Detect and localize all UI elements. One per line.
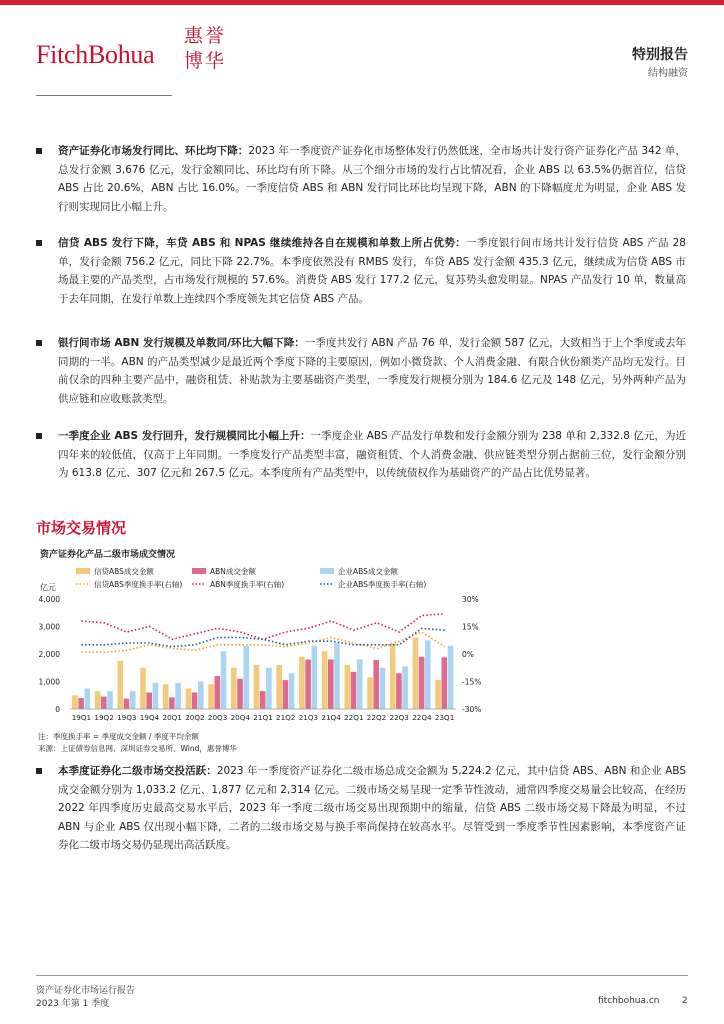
- x-tick-label: 21Q2: [276, 713, 296, 722]
- legend-label: 信贷ABS成交金额: [94, 567, 154, 576]
- y2-tick-label: -15%: [462, 677, 482, 687]
- bar-2: [198, 682, 204, 710]
- legend-label: 企业ABS成交金额: [338, 567, 398, 576]
- section-title: 市场交易情况: [36, 519, 127, 537]
- bar-2: [130, 691, 136, 709]
- bullet-body: 2023 年一季度资产证券化二级市场总成交金额为 5,224.2 亿元，其中信贷 ABS、ABN 和企业 ABS 成交金额分别为 1,033.2 亿元、1,877 亿元和 2,314 亿元。二级市场交易呈现一定季节性波动，通常四季度交易量会比较高，在经历 2022 年四季度历史最高交易水平后，2023 年一季度二级市场交易出现预期中的缩量，信贷 ABS 二级市场交易下降最为明显，不过 ABN 与企业 ABS 仅出现小幅下降，二者的二级市场交易与换手率尚保持在较高水平。尽管受到一季度季节性因素影响，本季度资产证券化二级市场交易仍显现出高活跃度。: [58, 765, 686, 851]
- bar-0: [163, 684, 169, 709]
- bar-1: [351, 672, 357, 709]
- bar-2: [425, 640, 431, 709]
- bar-0: [322, 651, 328, 709]
- legend-swatch: [76, 568, 90, 574]
- bar-1: [237, 679, 243, 709]
- bar-1: [78, 698, 84, 709]
- logo-divider: [36, 95, 172, 96]
- secondary-market-chart: [36, 543, 488, 753]
- bar-1: [419, 657, 425, 709]
- bullet-body: 2023 年一季度资产证券化市场整体发行仍然低迷，全市场共计发行资产证券化产品 342 单，总发行金额 3,676 亿元，发行金额同比、环比均有所下降。从三个细分市场的发行占比情况看，企业 ABS 以 63.5%仍据首位，信贷 ABS 占比 20.6%，ABN 占比 16.0%。一季度信贷 ABS 和 ABN 发行同比环比均呈现下降，ABN 的下降幅度尤为明显，企业 ABS 发行则实现同比小幅上升。: [58, 145, 686, 213]
- bullet-issuance-overview: [36, 142, 686, 216]
- chart-canvas: [36, 543, 488, 753]
- bar-0: [367, 677, 373, 709]
- bullet-heading: 银行间市场 ABN 发行规模及单数同/环比大幅下降：: [58, 337, 305, 349]
- bar-1: [260, 691, 266, 709]
- bar-0: [276, 665, 282, 709]
- y-tick-label: 0: [55, 705, 60, 714]
- line-series-1: [81, 614, 444, 640]
- bar-2: [153, 683, 159, 709]
- bullet-marker-icon: [36, 148, 42, 154]
- report-type-title: 特别报告: [632, 47, 688, 63]
- bullet-heading: 信贷 ABS 发行下降，车贷 ABS 和 NPAS 继续维持各自在规模和单数上所占优势：: [58, 237, 467, 249]
- bar-0: [390, 644, 396, 709]
- bar-0: [118, 661, 124, 709]
- y-axis-label: 亿元: [40, 583, 56, 592]
- bullet-body: 一季度企业 ABS 产品发行单数和发行金额分别为 238 单和 2,332.8 亿元，为近四年来的较低值，仅高于上年同期。一季度发行产品类型丰富，融资租赁、个人消费金融、供应链类型分别占据前三位，发行金额分别为 613.8 亿元、307 亿元和 267.5 亿元。本季度所有产品类型中，以传统债权作为基础资产的产品占比优势显著。: [58, 430, 686, 479]
- bar-0: [435, 680, 441, 709]
- bar-0: [95, 691, 101, 709]
- x-tick-label: 19Q2: [94, 713, 114, 722]
- bar-1: [215, 676, 221, 709]
- x-tick-label: 20Q2: [185, 713, 205, 722]
- bar-2: [289, 673, 295, 709]
- x-tick-label: 20Q3: [207, 713, 228, 722]
- x-tick-label: 23Q1: [434, 713, 455, 722]
- page-number: 2: [682, 996, 688, 1006]
- bar-2: [243, 646, 249, 709]
- bar-2: [448, 646, 454, 709]
- legend-swatch: [320, 568, 334, 574]
- bullet-abn: [36, 334, 686, 408]
- y2-tick-label: 0%: [462, 650, 474, 659]
- bar-2: [221, 651, 227, 709]
- bar-2: [402, 666, 408, 709]
- bullet-corporate-abs: [36, 427, 686, 483]
- bullet-secondary-market: [36, 762, 686, 855]
- report-category: 结构融资: [648, 68, 688, 79]
- y-tick-label: 4,000: [38, 595, 60, 604]
- bar-1: [373, 660, 379, 709]
- bar-2: [175, 683, 181, 709]
- bar-0: [186, 688, 192, 709]
- bar-0: [208, 684, 214, 709]
- bar-2: [85, 688, 91, 709]
- x-tick-label: 22Q1: [344, 713, 364, 722]
- bar-2: [357, 660, 363, 710]
- chart-title: 资产证券化产品二级市场成交情况: [40, 550, 176, 560]
- x-tick-label: 22Q4: [412, 713, 432, 722]
- top-accent-bar: [0, 0, 724, 5]
- bar-1: [305, 660, 311, 710]
- bullet-marker-icon: [36, 768, 42, 774]
- bullet-heading: 资产证券化市场发行同比、环比均下降：: [58, 145, 249, 157]
- x-tick-label: 21Q3: [298, 713, 319, 722]
- chart-note: 注：季度换手率 = 季度成交金额 / 季度平均余额: [38, 732, 199, 741]
- legend-label: ABN季度换手率(右轴): [210, 580, 285, 589]
- y2-tick-label: -30%: [462, 705, 482, 714]
- bar-1: [396, 673, 402, 709]
- bullet-heading: 本季度证券化二级市场交投活跃：: [58, 765, 217, 777]
- x-tick-label: 22Q2: [366, 713, 387, 722]
- bar-2: [107, 691, 113, 709]
- y-tick-label: 3,000: [38, 622, 60, 632]
- x-tick-label: 21Q4: [321, 713, 341, 722]
- logo-chinese: 惠誉博华: [184, 25, 227, 72]
- y-tick-label: 1,000: [38, 677, 60, 687]
- footer-website-link[interactable]: fitchbohua.cn: [598, 996, 660, 1006]
- bullet-body: 一季度共发行 ABN 产品 76 单，发行金额 587 亿元，大致相当于上个季度或去年同期的一半。ABN 的产品类型减少是最近两个季度下降的主要原因，例如小微贷款、个人消费金融、有限合伙份额类产品均无发行。目前仅余的四种主要产品中，融资租赁、补贴款为主要基础资产类型，一季度发行规模分别为 184.6 亿元及 148 亿元，另外两种产品为供应链和应收账款类型。: [58, 337, 687, 405]
- x-tick-label: 20Q1: [162, 713, 182, 722]
- line-series-2: [81, 628, 444, 646]
- bar-1: [192, 693, 198, 710]
- bar-0: [413, 638, 419, 710]
- bar-2: [380, 668, 386, 709]
- bar-0: [299, 657, 305, 709]
- bar-2: [312, 646, 318, 709]
- bar-2: [334, 643, 340, 709]
- bar-0: [231, 668, 237, 709]
- bar-0: [140, 668, 146, 709]
- bar-1: [442, 657, 448, 709]
- bar-1: [169, 697, 175, 709]
- x-tick-label: 19Q4: [139, 713, 160, 722]
- y2-tick-label: 30%: [462, 595, 479, 604]
- bullet-body: 一季度银行间市场共计发行信贷 ABS 产品 28 单，发行金额 756.2 亿元，同比下降 22.7%。本季度依然没有 RMBS 发行，车贷 ABS 发行金额 435.3 亿元，继续成为信贷 ABS 市场最主要的产品类型，占市场发行规模的 57.6%。消费贷 ABS 发行 177.2 亿元，复苏势头愈发明显。NPAS 产品发行 10 单，数量高于去年同期，在发行单数上连续四个季度领先其它信贷 ABS 产品。: [58, 237, 686, 305]
- legend-label: 信贷ABS季度换手率(右轴): [94, 580, 183, 589]
- bar-1: [146, 693, 152, 710]
- legend-label: 企业ABS季度换手率(右轴): [338, 580, 427, 589]
- bar-1: [283, 680, 289, 709]
- x-tick-label: 21Q1: [253, 713, 273, 722]
- x-tick-label: 20Q4: [230, 713, 250, 722]
- bar-2: [266, 668, 272, 709]
- x-tick-label: 19Q3: [117, 713, 137, 722]
- x-tick-label: 19Q1: [71, 713, 92, 722]
- bar-1: [328, 660, 334, 710]
- footer-report-name: 资产证券化市场运行报告: [36, 986, 136, 996]
- bullet-marker-icon: [36, 433, 42, 439]
- bullet-marker-icon: [36, 240, 42, 246]
- bullet-marker-icon: [36, 340, 42, 346]
- x-tick-label: 22Q3: [389, 713, 409, 722]
- bar-1: [124, 699, 130, 709]
- footer-period: 2023 年第 1 季度: [36, 999, 110, 1009]
- y-tick-label: 2,000: [38, 650, 60, 659]
- bar-1: [101, 697, 107, 709]
- chart-source: 来源：上证债券信息网、深圳证券交易所、Wind，惠誉博华: [38, 744, 237, 753]
- bullet-credit-abs: [36, 234, 686, 308]
- bar-0: [72, 695, 78, 709]
- y2-tick-label: 15%: [462, 622, 479, 632]
- legend-label: ABN成交金额: [210, 567, 256, 576]
- logo-text: FitchBohua: [36, 40, 155, 69]
- bar-0: [345, 665, 351, 709]
- legend-swatch: [192, 568, 206, 574]
- bar-0: [254, 665, 260, 709]
- bullet-heading: 一季度企业 ABS 发行回升，发行规模同比小幅上升：: [58, 430, 311, 442]
- footer-divider: [36, 975, 688, 976]
